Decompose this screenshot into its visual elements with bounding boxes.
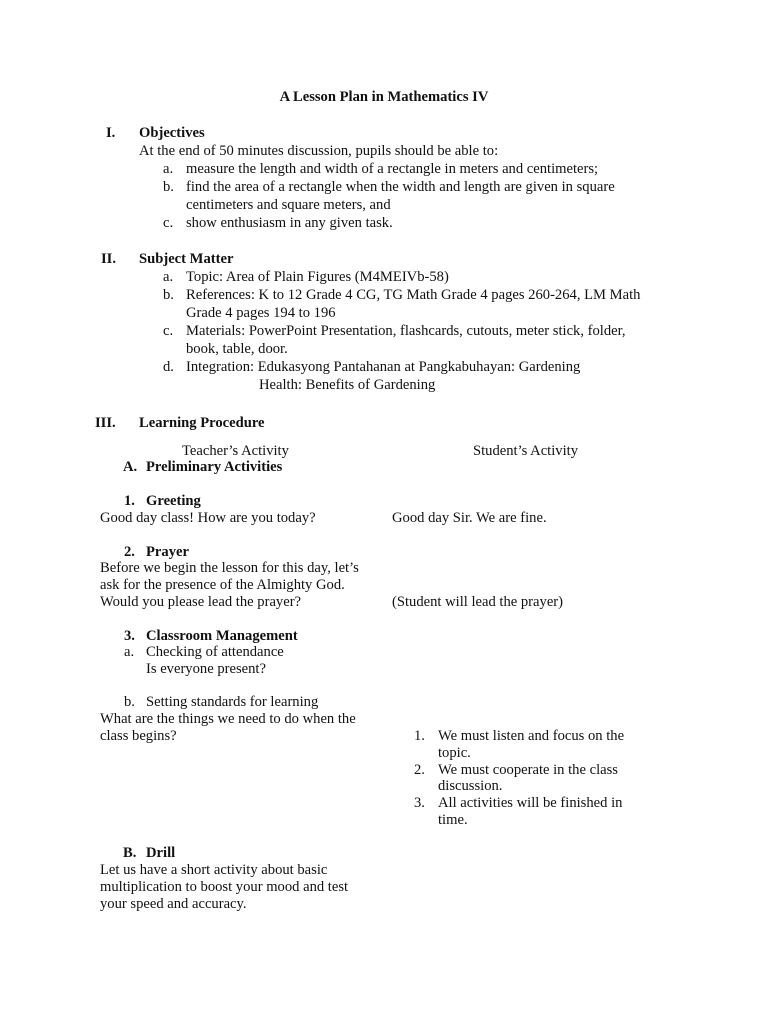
subject-text: Grade 4 pages 194 to 196 (186, 305, 336, 321)
subject-marker: b. (163, 287, 174, 303)
sub-activity-marker: a. (124, 644, 135, 660)
student-standard-text: topic. (438, 745, 471, 761)
document-title: A Lesson Plan in Mathematics IV (279, 89, 489, 105)
objective-marker: a. (163, 161, 174, 177)
subsection-marker: A. (123, 459, 138, 475)
subject-marker: d. (163, 359, 174, 375)
teacher-prayer-line: ask for the presence of the Almighty God. (100, 577, 345, 593)
sub-activity-setting-standards: Setting standards for learning (146, 694, 319, 710)
objectives-intro: At the end of 50 minutes discussion, pupils should be able to: (139, 143, 499, 159)
student-standard-text: We must cooperate in the class (438, 762, 618, 778)
objective-marker: c. (163, 215, 174, 231)
section-heading-subject-matter: Subject Matter (139, 251, 234, 267)
student-standard-text: All activities will be finished in (438, 795, 623, 811)
attendance-question: Is everyone present? (146, 661, 266, 677)
student-standard-marker: 3. (414, 795, 425, 811)
student-standard-marker: 2. (414, 762, 425, 778)
subsection-preliminary-activities: Preliminary Activities (146, 459, 283, 475)
section-numeral-learning-procedure: III. (95, 415, 116, 431)
activity-marker: 3. (124, 628, 135, 644)
teacher-activity-header: Teacher’s Activity (182, 443, 289, 459)
sub-activity-checking-attendance: Checking of attendance (146, 644, 284, 660)
objective-text: centimeters and square meters, and (186, 197, 391, 213)
objective-text: show enthusiasm in any given task. (186, 215, 393, 231)
section-heading-objectives: Objectives (139, 125, 205, 141)
drill-text: Let us have a short activity about basic (100, 862, 328, 878)
activity-marker: 2. (124, 544, 135, 560)
activity-heading-prayer: Prayer (146, 544, 189, 560)
student-standard-text: discussion. (438, 778, 503, 794)
drill-text: multiplication to boost your mood and test (100, 879, 349, 895)
section-heading-learning-procedure: Learning Procedure (139, 415, 265, 431)
objective-text: find the area of a rectangle when the width and length are given in square (186, 179, 615, 195)
teacher-standards-line: What are the things we need to do when the (100, 711, 356, 727)
teacher-greeting: Good day class! How are you today? (100, 510, 316, 526)
student-standard-text: time. (438, 812, 468, 828)
student-greeting: Good day Sir. We are fine. (392, 510, 547, 526)
activity-heading-greeting: Greeting (146, 493, 201, 509)
student-standard-marker: 1. (414, 728, 425, 744)
subject-marker: c. (163, 323, 174, 339)
drill-text: your speed and accuracy. (100, 896, 247, 912)
activity-heading-classroom-management: Classroom Management (146, 628, 298, 644)
subject-text: Topic: Area of Plain Figures (M4MEIVb-58) (186, 269, 449, 285)
objective-text: measure the length and width of a rectangle in meters and centimeters; (186, 161, 599, 177)
section-numeral-subject-matter: II. (101, 251, 117, 267)
subject-text: book, table, door. (186, 341, 288, 357)
sub-activity-marker: b. (124, 694, 135, 710)
subject-text: Materials: PowerPoint Presentation, flashcards, cutouts, meter stick, folder, (186, 323, 626, 339)
subsection-drill: Drill (146, 845, 176, 861)
subject-text: References: K to 12 Grade 4 CG, TG Math Grade 4 pages 260-264, LM Math (186, 287, 641, 303)
student-standard-text: We must listen and focus on the (438, 728, 625, 744)
teacher-standards-line: class begins? (100, 728, 177, 744)
student-prayer: (Student will lead the prayer) (392, 594, 564, 610)
subsection-marker: B. (123, 845, 137, 861)
section-numeral-objectives: I. (106, 125, 116, 141)
subject-text: Integration: Edukasyong Pantahanan at Pangkabuhayan: Gardening (186, 359, 581, 375)
teacher-prayer-line: Before we begin the lesson for this day, let’s (100, 560, 359, 576)
objective-marker: b. (163, 179, 174, 195)
student-activity-header: Student’s Activity (473, 443, 578, 459)
activity-marker: 1. (124, 493, 135, 509)
teacher-prayer-line: Would you please lead the prayer? (100, 594, 302, 610)
subject-text: Health: Benefits of Gardening (259, 377, 436, 393)
subject-marker: a. (163, 269, 174, 285)
